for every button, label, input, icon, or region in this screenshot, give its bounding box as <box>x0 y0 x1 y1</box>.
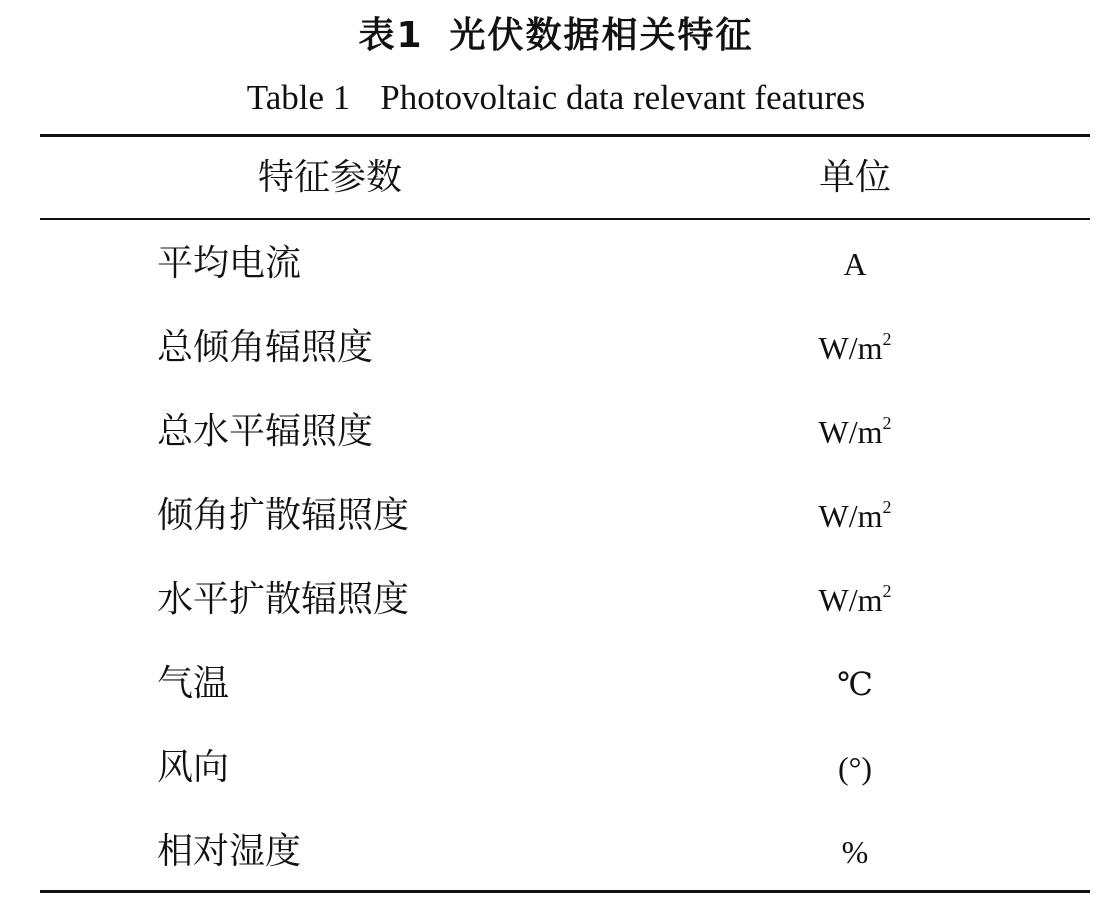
table-body <box>0 222 1112 894</box>
unit-text: A <box>843 246 867 282</box>
table-row <box>0 642 1112 726</box>
row-param: 总倾角辐照度 <box>157 327 374 368</box>
row-unit <box>650 474 1060 558</box>
table-caption-cn: 光伏数据相关特征 <box>449 15 754 56</box>
unit-text: ℃ <box>837 666 873 702</box>
table-row <box>0 810 1112 894</box>
row-unit <box>650 558 1060 642</box>
unit-superscript: 2 <box>882 497 892 517</box>
row-unit <box>650 306 1060 390</box>
table-row <box>0 474 1112 558</box>
row-param: 倾角扩散辐照度 <box>157 495 410 536</box>
table-header-row <box>0 137 1112 218</box>
row-unit <box>650 810 1060 894</box>
table-row <box>0 726 1112 810</box>
row-unit <box>650 222 1060 306</box>
table-number-en: Table 1 <box>246 78 351 117</box>
table-row <box>0 306 1112 390</box>
row-param: 气温 <box>157 663 230 704</box>
table-caption-en: Photovoltaic data relevant features <box>380 78 866 117</box>
unit-superscript: 2 <box>882 581 892 601</box>
table-row <box>0 558 1112 642</box>
table-header-rule <box>40 218 1090 220</box>
table-row <box>0 222 1112 306</box>
header-param: 特征参数 <box>257 157 402 198</box>
row-unit <box>650 390 1060 474</box>
row-param: 相对湿度 <box>157 831 302 872</box>
unit-superscript: 2 <box>882 413 892 433</box>
unit-text: (°) <box>837 750 873 786</box>
table-title-cn <box>0 12 1112 60</box>
table-number-cn: 表1 <box>358 15 424 56</box>
header-unit: 单位 <box>818 157 891 198</box>
table-title-en <box>0 76 1112 120</box>
row-param: 平均电流 <box>157 243 302 284</box>
row-param: 水平扩散辐照度 <box>157 579 410 620</box>
unit-superscript: 2 <box>882 329 892 349</box>
unit-text: W/m <box>818 498 883 534</box>
row-unit <box>650 642 1060 726</box>
row-param: 风向 <box>157 747 230 788</box>
row-unit <box>650 726 1060 810</box>
table-bottom-rule <box>40 890 1090 893</box>
row-param: 总水平辐照度 <box>157 411 374 452</box>
unit-text: W/m <box>818 414 883 450</box>
unit-text: % <box>841 834 869 870</box>
unit-text: W/m <box>818 582 883 618</box>
unit-text: W/m <box>818 330 883 366</box>
table-row <box>0 390 1112 474</box>
